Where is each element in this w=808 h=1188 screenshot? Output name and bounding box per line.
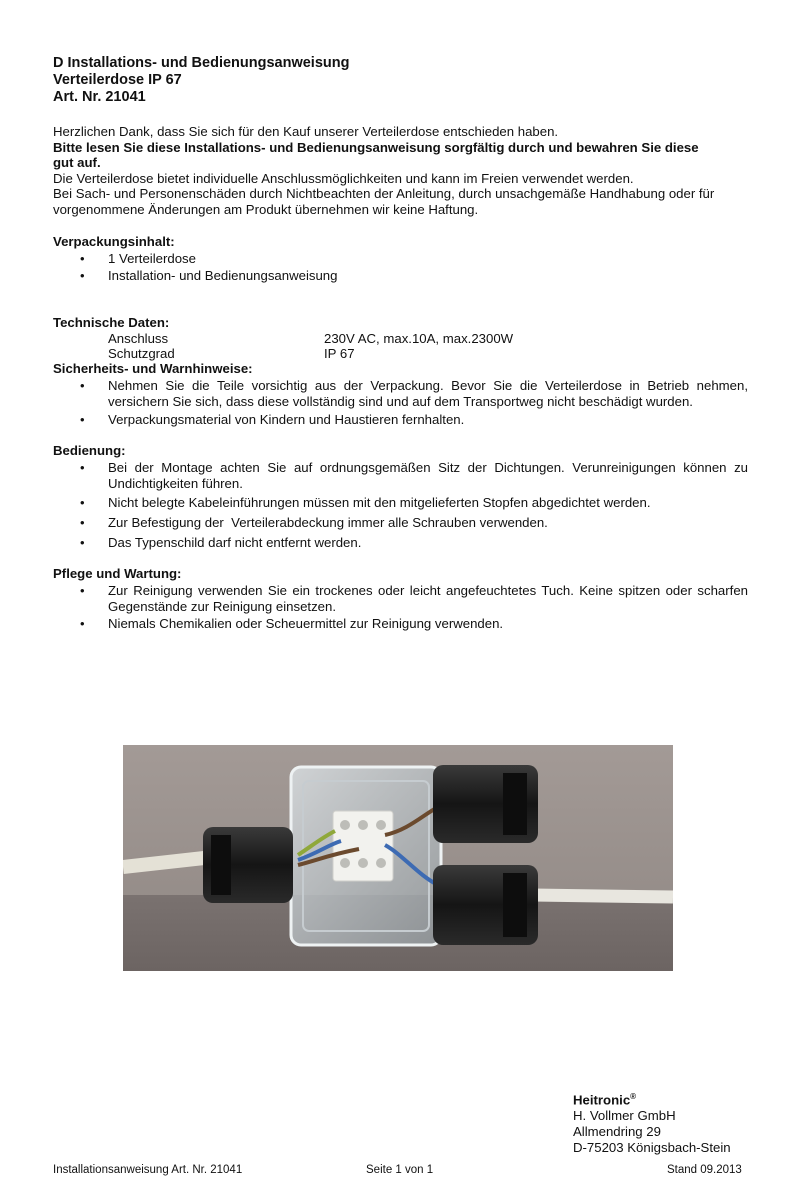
tech-label-protection: Schutzgrad	[108, 346, 175, 361]
bullet-glyph: •	[80, 412, 85, 427]
tech-label-connection: Anschluss	[108, 331, 169, 346]
packaging-item: Installation- und Bedienungsanweisung	[108, 268, 338, 283]
packaging-heading: Verpackungsinhalt:	[53, 234, 175, 249]
intro-liability-2: vorgenommene Änderungen am Produkt übernehmen wir keine Haftung.	[53, 201, 479, 217]
bullet-glyph: •	[80, 515, 85, 530]
bullet-glyph: •	[80, 535, 85, 550]
company-brand-line	[573, 1089, 731, 1108]
care-item: Zur Reinigung verwenden Sie ein trockenes oder leicht angefeuchtetes Tuch. Keine spitzen oder scharfen Gegenstände zur Reinigung einsetzen.	[108, 583, 748, 614]
tech-value-connection: 230V AC, max.10A, max.2300W	[324, 331, 514, 346]
intro-liability-1: Bei Sach- und Personenschäden durch Nichtbeachten der Anleitung, durch unsachgemäße Handhabung oder für	[53, 186, 715, 202]
bullet-glyph: •	[80, 583, 85, 598]
tech-value-protection: IP 67	[324, 346, 355, 361]
title-line-3: Art. Nr. 21041	[53, 89, 146, 105]
operation-item: Zur Befestigung der Verteilerabdeckung immer alle Schrauben verwenden.	[108, 515, 548, 530]
footer-left: Installationsanweisung Art. Nr. 21041	[53, 1164, 243, 1176]
tech-heading: Technische Daten:	[53, 315, 170, 330]
intro-read-warning-1: Bitte lesen Sie diese Installations- und Bedienungsanweisung sorgfältig durch und bewahren Sie diese	[53, 139, 699, 155]
company-city: D-75203 Königsbach-Stein	[573, 1140, 731, 1156]
footer-page-number: Seite 1 von 1	[366, 1164, 434, 1176]
bullet-glyph: •	[80, 251, 85, 266]
company-name: H. Vollmer GmbH	[573, 1108, 676, 1124]
registered-mark: ®	[630, 1092, 637, 1101]
safety-heading: Sicherheits- und Warnhinweise:	[53, 361, 253, 376]
company-address	[573, 1089, 731, 1156]
care-heading: Pflege und Wartung:	[53, 566, 182, 581]
intro-read-warning-2: gut auf.	[53, 155, 101, 171]
bullet-glyph: •	[80, 378, 85, 393]
operation-item: Nicht belegte Kabeleinführungen müssen mit den mitgelieferten Stopfen abgedichtet werden.	[108, 495, 651, 510]
operation-item: Bei der Montage achten Sie auf ordnungsgemäßen Sitz der Dichtungen. Verunreinigungen können zu Undichtigkeiten führen.	[108, 460, 748, 491]
bullet-glyph: •	[80, 460, 85, 475]
care-item: Niemals Chemikalien oder Scheuermittel zur Reinigung verwenden.	[108, 616, 504, 631]
operation-heading: Bedienung:	[53, 443, 126, 458]
intro-section	[53, 124, 753, 218]
operation-item: Das Typenschild darf nicht entfernt werden.	[108, 535, 362, 550]
company-street: Allmendring 29	[573, 1124, 661, 1140]
bullet-glyph: •	[80, 495, 85, 510]
safety-item: Nehmen Sie die Teile vorsichtig aus der Verpackung. Bevor Sie die Verteilerdose in Betrieb nehmen, versichern Sie sich, dass diese vollständig sind und auf dem Transportweg nicht beschädigt wurden.	[108, 378, 748, 409]
safety-item: Verpackungsmaterial von Kindern und Haustieren fernhalten.	[108, 412, 465, 427]
bullet-glyph: •	[80, 616, 85, 631]
document-title	[53, 55, 349, 106]
company-brand: Heitronic	[573, 1092, 631, 1108]
junction-box-photo	[123, 745, 673, 971]
bullet-glyph: •	[80, 268, 85, 283]
packaging-item: 1 Verteilerdose	[108, 251, 196, 266]
footer-date: Stand 09.2013	[667, 1164, 742, 1176]
junction-box-illustration	[123, 745, 673, 971]
intro-thanks: Herzlichen Dank, dass Sie sich für den Kauf unserer Verteilerdose entschieden haben.	[53, 124, 559, 139]
title-line-2: Verteilerdose IP 67	[53, 72, 182, 88]
title-line-1: D Installations- und Bedienungsanweisung	[53, 55, 350, 71]
intro-usage: Die Verteilerdose bietet individuelle Anschlussmöglichkeiten und kann im Freien verwendet werden.	[53, 170, 634, 186]
